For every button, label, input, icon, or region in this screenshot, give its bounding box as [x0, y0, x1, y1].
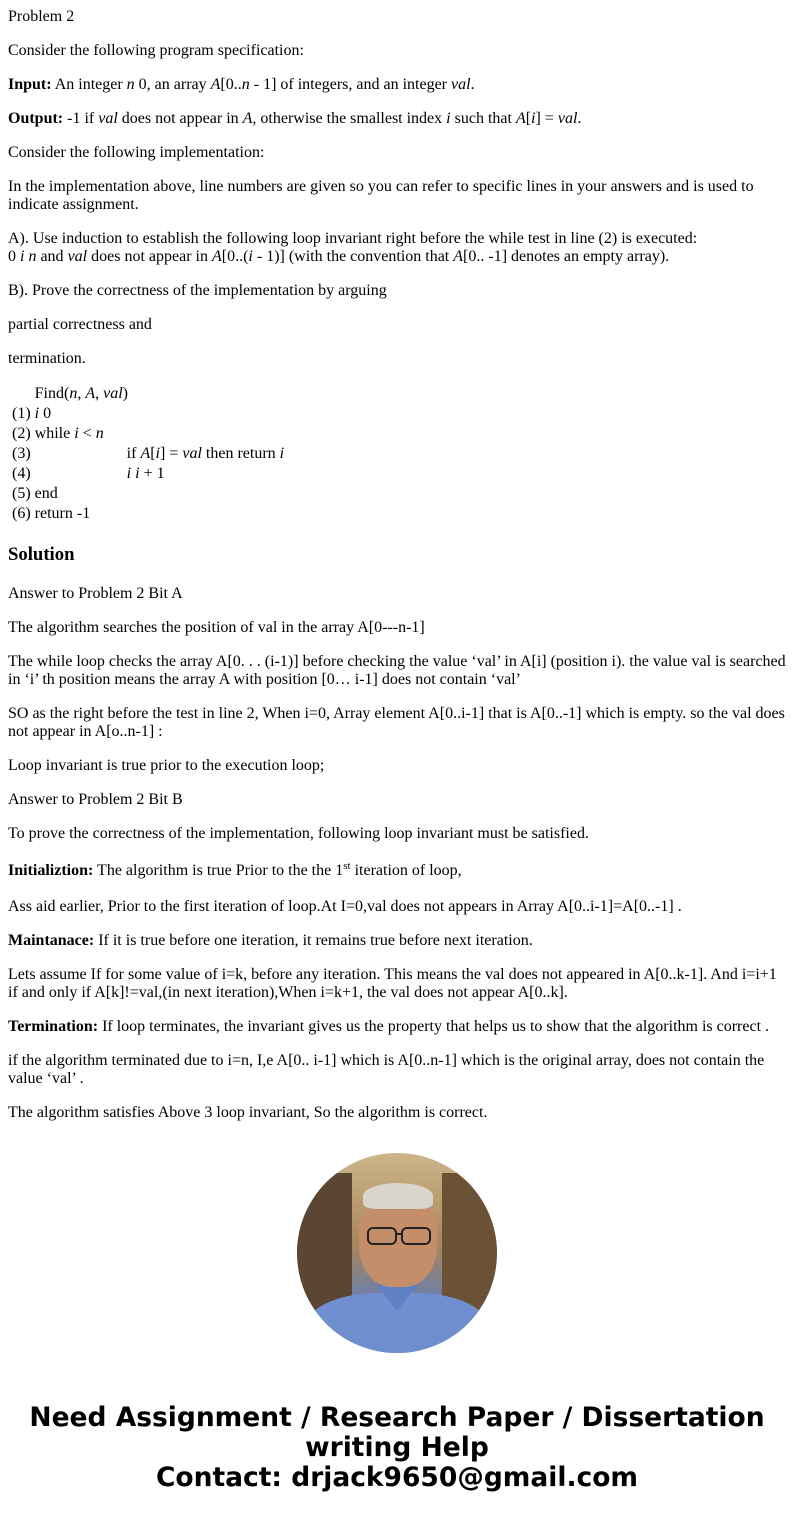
code-text: return -1 [34, 505, 91, 522]
var: n [95, 425, 104, 442]
maintenance-label: Maintanace: [8, 932, 95, 949]
text: such that [450, 110, 516, 127]
partial-correctness: partial correctness and [8, 316, 152, 333]
initialization-label: Initializtion: [8, 862, 94, 879]
var: val [557, 110, 578, 127]
var: i [248, 248, 253, 265]
line-number: (4) [12, 465, 31, 482]
text: and [36, 248, 68, 265]
implementation-note: In the implementation above, line numbers are given so you can refer to specific lines in your answers and is used to indicate assignment. [8, 178, 754, 213]
var: i [279, 445, 285, 462]
output-spec [8, 110, 788, 128]
text: If loop terminates, the invariant gives us the property that helps us to show that the algorithm is correct . [98, 1018, 770, 1035]
text: 0 [8, 248, 20, 265]
termination-label: Termination: [8, 1018, 99, 1035]
var: n [69, 385, 78, 402]
bit-b-paragraph: To prove the correctness of the implementation, following loop invariant must be satisfied. [8, 825, 589, 842]
bit-a-paragraph: The algorithm searches the position of val in the array A[0---n-1] [8, 619, 425, 636]
text: 0 [39, 405, 52, 422]
text: + 1 [139, 465, 165, 482]
text: [0.. [220, 76, 242, 93]
var: A [140, 445, 151, 462]
banner-contact: Contact: drjack9650@gmail.com [155, 1462, 639, 1493]
input-spec [8, 76, 788, 94]
text: [ [150, 445, 156, 462]
termination-detail: if the algorithm terminated due to i=n, I,e A[0.. i-1] which is A[0..n-1] which is the original array, does not contain the value ‘val’ . [8, 1052, 765, 1087]
text: does not appear in [87, 248, 212, 265]
line-number: (2) [12, 425, 31, 442]
termination-paragraph [8, 1018, 788, 1036]
var: i [34, 405, 40, 422]
text: If it is true before one iteration, it remains true before next iteration. [94, 932, 533, 949]
var: val [98, 110, 118, 127]
text: - 1)] (with the convention that [252, 248, 454, 265]
text: iteration of loop, [350, 862, 462, 879]
var: A [211, 248, 222, 265]
spec-intro: Consider the following program specification: [8, 42, 304, 59]
var: i [135, 465, 140, 482]
glasses-icon [401, 1227, 431, 1245]
text: does not appear in [117, 110, 243, 127]
glasses-icon [367, 1227, 397, 1245]
text: The algorithm is true Prior to the the 1 [93, 862, 344, 879]
text: [ [525, 110, 532, 127]
termination: termination. [8, 350, 86, 367]
problem-title: Problem 2 [8, 8, 75, 25]
part-a-line1: A). Use induction to establish the following loop invariant right before the while test in line (2) is executed: [8, 230, 698, 247]
bit-a-paragraph: The while loop checks the array A[0. . . (i-1)] before checking the value ‘val’ in A[i] (position i). the value val is searched in ‘i’ th position means the array A with position [0… i-1] does not contain ‘val’ [8, 653, 786, 688]
bit-a-paragraph: SO as the right before the test in line 2, When i=0, Array element A[0..i-1] that is A[0..-1] which is empty. so the val does not appear in A[o..n-1] : [8, 705, 785, 740]
var: A [515, 110, 526, 127]
code-row [10, 384, 286, 404]
bit-a-paragraph: Loop invariant is true prior to the execution loop; [8, 757, 325, 774]
var: i [126, 465, 132, 482]
text: An integer [51, 76, 127, 93]
text: if [126, 445, 141, 462]
var: i [74, 425, 79, 442]
pseudocode-table [10, 384, 286, 524]
var: i [155, 445, 160, 462]
line-number: (3) [12, 445, 31, 462]
text: [0.. -1] denotes an empty array). [463, 248, 670, 265]
var: A [242, 110, 253, 127]
text: . [470, 76, 475, 93]
bit-a-title: Answer to Problem 2 Bit A [8, 585, 183, 602]
code-row [10, 484, 286, 504]
bit-b-title: Answer to Problem 2 Bit B [8, 791, 183, 808]
text: Find( [34, 385, 70, 402]
code-row [10, 424, 286, 444]
var: val [451, 76, 471, 93]
glasses-bridge [395, 1233, 401, 1235]
maintenance-paragraph [8, 932, 788, 950]
var: val [182, 445, 202, 462]
output-label: Output: [8, 110, 64, 127]
input-label: Input: [8, 76, 52, 93]
part-a [8, 230, 788, 266]
text: , otherwise the smallest index [252, 110, 447, 127]
text: then return [201, 445, 280, 462]
conclusion: The algorithm satisfies Above 3 loop invariant, So the algorithm is correct. [8, 1104, 488, 1121]
maintenance-detail: Lets assume If for some value of i=k, before any iteration. This means the val does not appeared in A[0..k-1]. And i=i+1 if and only if A[k]!=val,(in next iteration),When i=k+1, the val does not appear A[0..k]. [8, 966, 777, 1001]
var: n [126, 76, 135, 93]
banner-line1: Need Assignment / Research Paper / Dissertation [29, 1402, 765, 1433]
code-row [10, 464, 286, 484]
initialization-detail: Ass aid earlier, Prior to the first iteration of loop.At I=0,val does not appears in Array A[0..i-1]=A[0..-1] . [8, 898, 682, 915]
part-b: B). Prove the correctness of the implementation by arguing [8, 282, 387, 299]
var: i [20, 248, 25, 265]
solution-heading: Solution [8, 544, 75, 565]
text: , [77, 385, 86, 402]
var: i [446, 110, 451, 127]
code-text: end [34, 485, 58, 502]
var: A [210, 76, 221, 93]
var: n [28, 248, 37, 265]
superscript: st [343, 860, 351, 872]
code-row [10, 504, 286, 524]
consider-implementation: Consider the following implementation: [8, 144, 265, 161]
contact-banner [0, 1403, 794, 1493]
var: val [67, 248, 88, 265]
code-row [10, 444, 286, 464]
line-number: (6) [12, 505, 31, 522]
initialization-paragraph [8, 862, 788, 880]
var: val [103, 385, 123, 402]
text: . [577, 110, 582, 127]
text: , [95, 385, 104, 402]
author-avatar [297, 1153, 497, 1353]
var: A [85, 385, 96, 402]
text: while [34, 425, 75, 442]
text: 0, an array [134, 76, 211, 93]
var: n [241, 76, 250, 93]
text: - 1] of integers, and an integer [249, 76, 452, 93]
avatar-hair [363, 1183, 433, 1209]
var: i [531, 110, 536, 127]
line-number: (1) [12, 405, 31, 422]
text: [0..( [221, 248, 249, 265]
text: ] = [535, 110, 558, 127]
var: A [453, 248, 464, 265]
text: < [78, 425, 96, 442]
text: ] = [160, 445, 183, 462]
text: -1 if [63, 110, 99, 127]
line-number: (5) [12, 485, 31, 502]
banner-line2: writing Help [305, 1432, 489, 1463]
text: ) [122, 385, 128, 402]
code-row [10, 404, 286, 424]
